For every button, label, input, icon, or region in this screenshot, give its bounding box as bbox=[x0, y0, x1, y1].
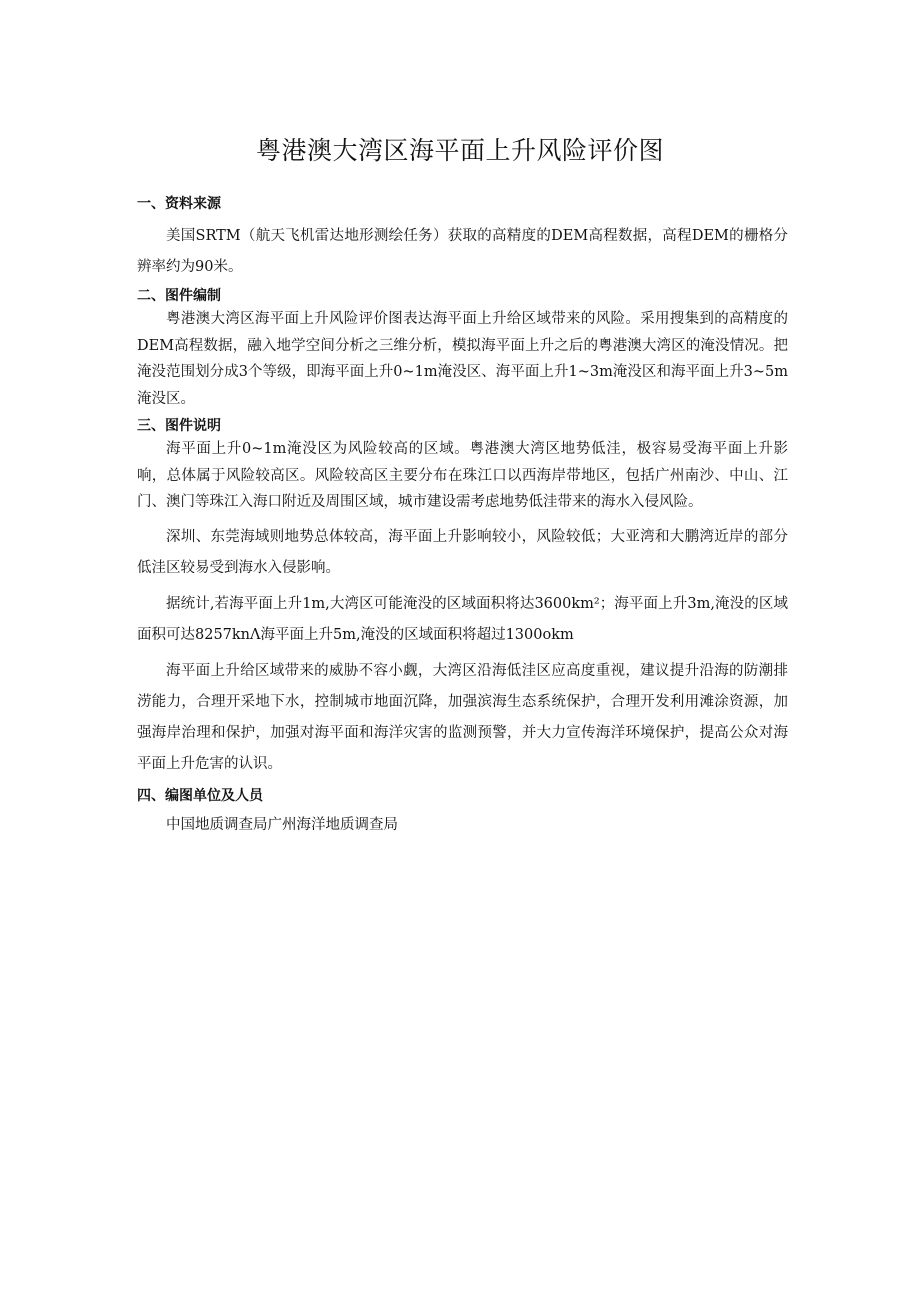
section-heading: 二、图件编制 bbox=[137, 288, 221, 304]
document-title: 粤港澳大湾区海平面上升风险评价图 bbox=[255, 136, 664, 165]
document-body bbox=[137, 192, 788, 838]
section-paragraph: 粤港澳大湾区海平面上升风险评价图表达海平面上升给区域带来的风险。采用搜集到的高精度的DEM高程数据，融入地学空间分析之三维分析，模拟海平面上升之后的粤港澳大湾区的淹没情况。把淹没范围划分成3个等级，即海平面上升0~1m淹没区、海平面上升1~3m淹没区和海平面上升3~5m淹没区。 bbox=[137, 311, 788, 407]
section-heading: 一、资料来源 bbox=[137, 196, 221, 212]
section-paragraph: 中国地质调查局广州海洋地质调查局 bbox=[166, 816, 398, 833]
section-paragraph: 深圳、东莞海域则地势总体较高，海平面上升影响较小，风险较低；大亚湾和大鹏湾近岸的部分低洼区较易受到海水入侵影响。 bbox=[137, 528, 788, 576]
section-map-compilation bbox=[137, 284, 788, 412]
section-map-description bbox=[137, 414, 788, 780]
section-paragraph: 海平面上升0~1m淹没区为风险较高的区域。粤港澳大湾区地势低洼，极容易受海平面上升影响，总体属于风险较高区。风险较高区主要分布在珠江口以西海岸带地区，包括广州南沙、中山、江门、澳门等珠江入海口附近及周围区域，城市建设需考虑地势低洼带来的海水入侵风险。 bbox=[137, 441, 788, 510]
section-heading: 四、编图单位及人员 bbox=[137, 787, 263, 804]
section-paragraph: 美国SRTM（航天飞机雷达地形测绘任务）获取的高精度的DEM高程数据，高程DEM的栅格分辨率约为90米。 bbox=[137, 228, 788, 275]
section-compilers bbox=[137, 784, 788, 839]
section-data-source bbox=[137, 192, 788, 283]
section-heading: 三、图件说明 bbox=[137, 418, 221, 434]
section-paragraph: 海平面上升给区域带来的威胁不容小觑，大湾区沿海低洼区应高度重视，建议提升沿海的防潮排涝能力，合理开采地下水，控制城市地面沉降，加强滨海生态系统保护，合理开发利用滩涂资源，加强海岸治理和保护，加强对海平面和海洋灾害的监测预警，并大力宣传海洋环境保护，提高公众对海平面上升危害的认识。 bbox=[137, 662, 788, 772]
section-paragraph: 据统计,若海平面上升1m,大湾区可能淹没的区域面积将达3600km²；海平面上升3m,淹没的区域面积可达8257knΛ海平面上升5m,淹没的区域面积将超过1300okm bbox=[137, 595, 788, 643]
